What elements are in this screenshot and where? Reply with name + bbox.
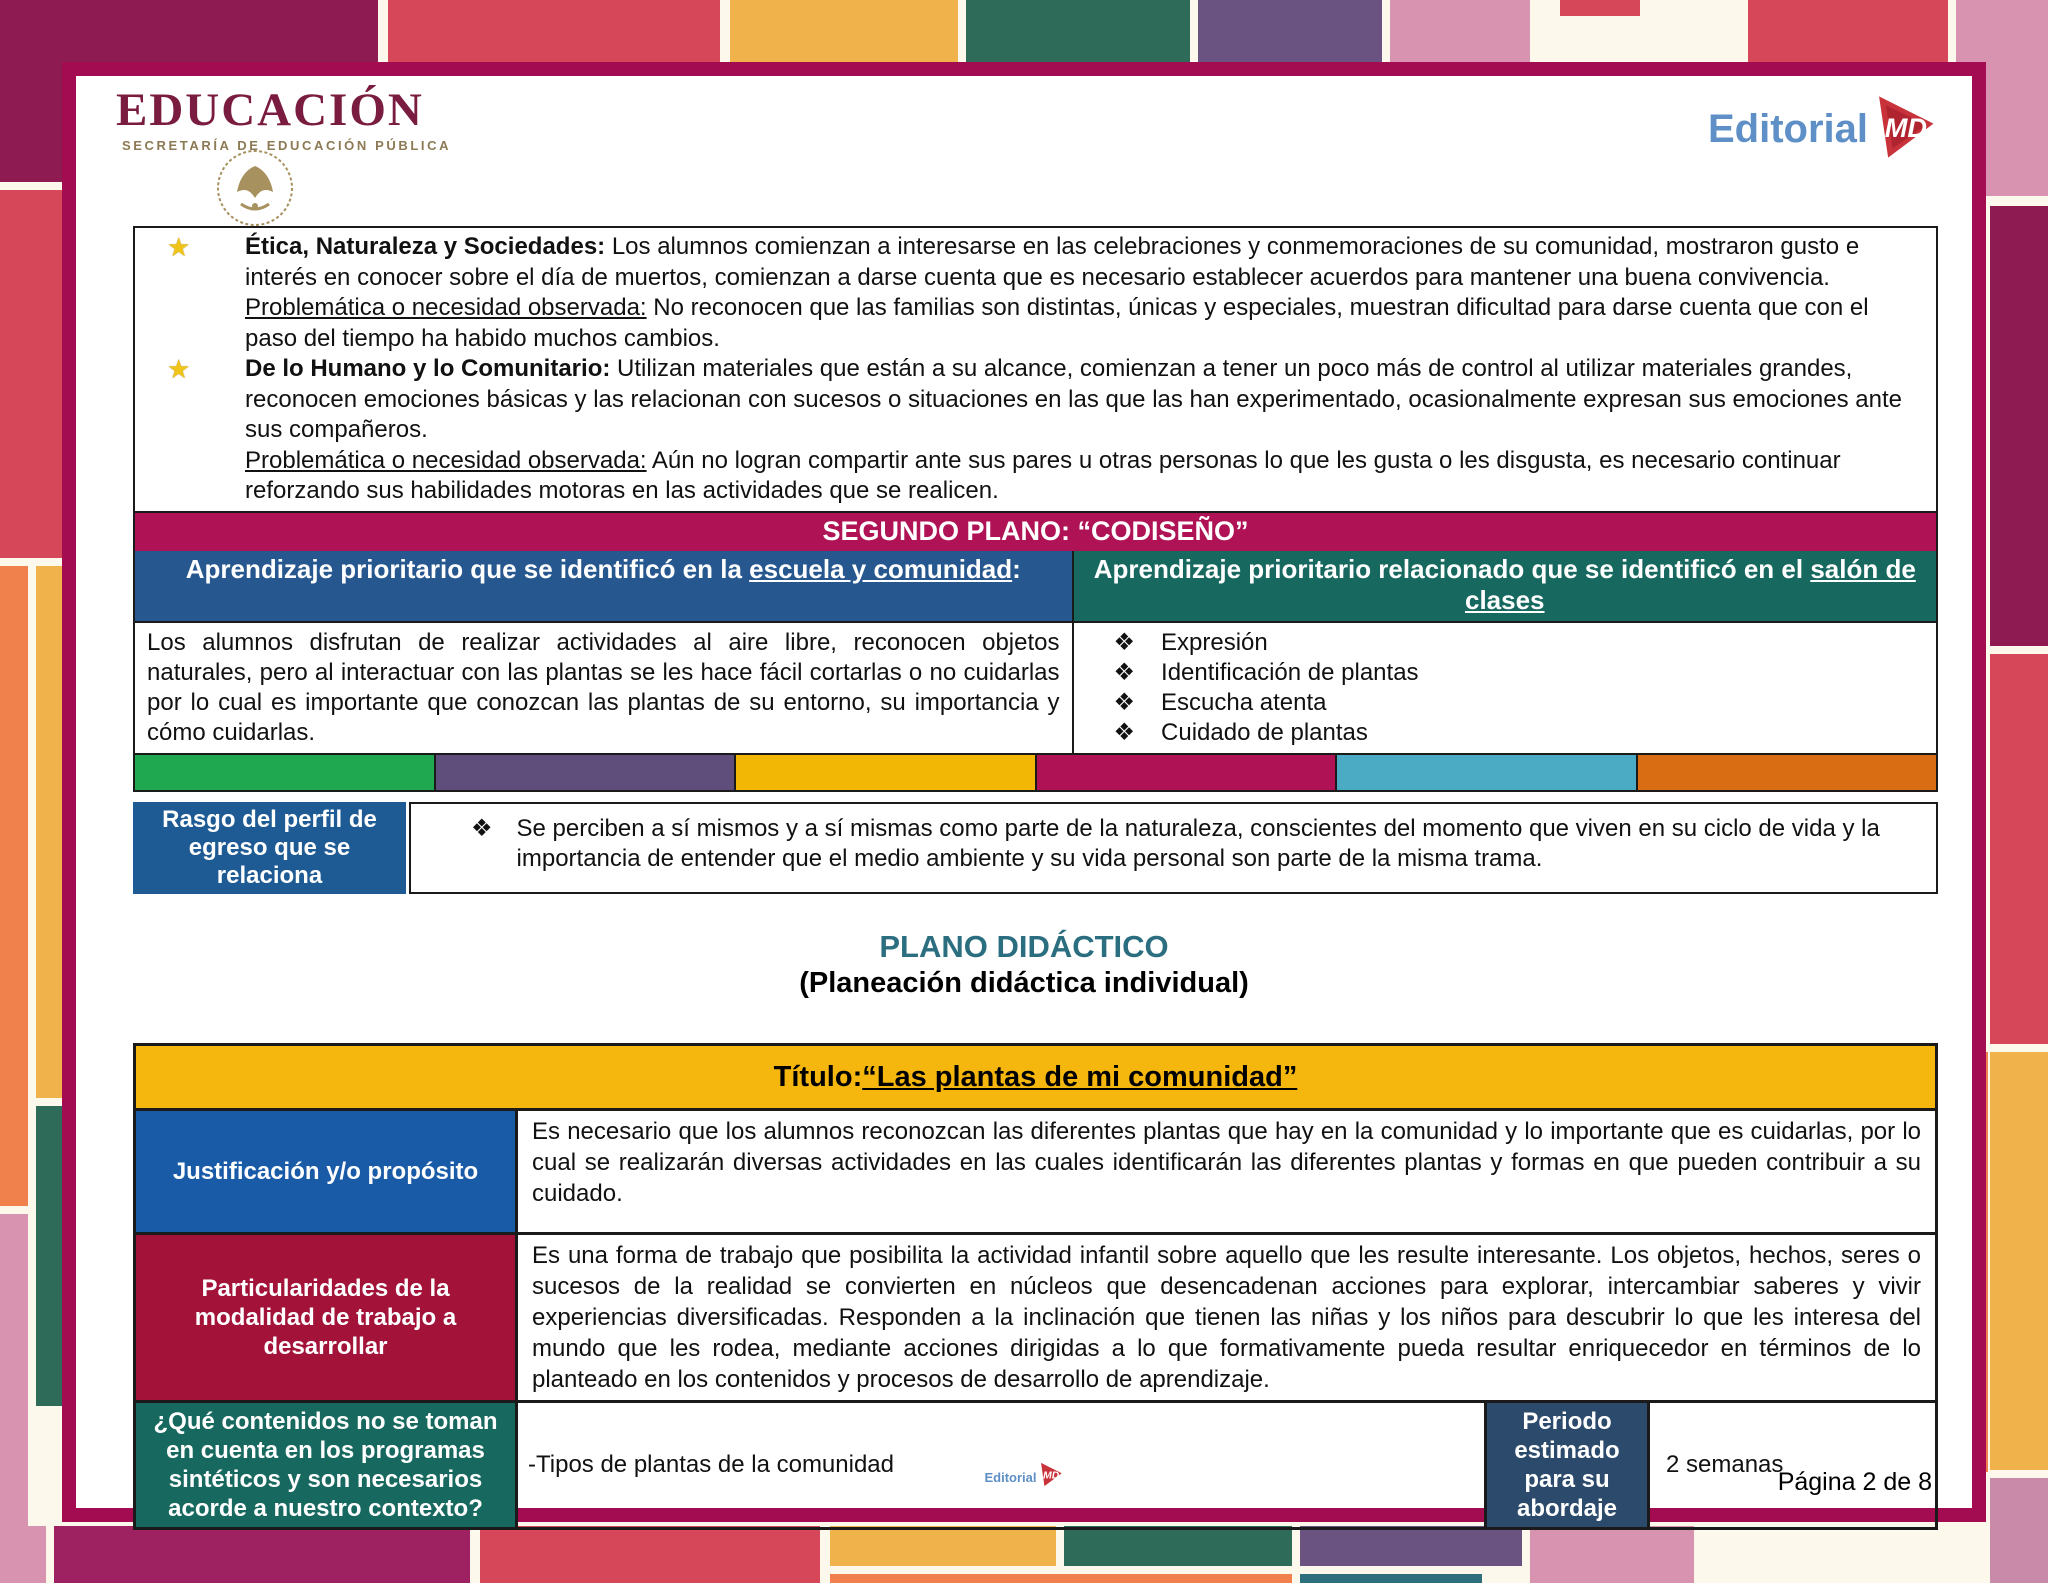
- footer-editorial-logo: [984, 1462, 1063, 1492]
- star-bullet-icon: ★: [167, 354, 191, 384]
- diamond-bullet-icon: ❖: [1113, 658, 1136, 686]
- mosaic-tile: [830, 1574, 1292, 1583]
- mosaic-tile: [1990, 654, 2048, 1044]
- aprendizaje-escuela-header: Aprendizaje prioritario que se identificó en la escuela y comunidad:: [135, 551, 1072, 621]
- diagnostico-item-etica: [167, 232, 1918, 354]
- spacer: [133, 792, 1938, 802]
- svg-text:MD: MD: [1884, 112, 1928, 144]
- mosaic-tile: [0, 566, 28, 1206]
- color-band-segment: [734, 755, 1035, 790]
- editorial-md-logo-text: Editorial: [1707, 107, 1868, 151]
- diagnostico-box: [133, 226, 1938, 792]
- rasgo-label: Rasgo del perfil de egreso que se relaciona: [133, 802, 406, 894]
- diagnostico-item-text: De lo Humano y lo Comunitario: Utilizan materiales que están a su alcance, comienzan a tener un poco más de control al utilizar materiales grandes, reconocen emociones básicas y las relacionan con sucesos o situaciones en las que las han experimentado, ocasionalmente expresan sus emociones ante sus compañeros. Problemática o necesidad observada: Aún no logran compartir ante sus pares u otras personas lo que les gusta o les disgusta, es necesario continuar reforzando sus habilidades motoras en las actividades que se realicen.: [245, 355, 1902, 504]
- aprendizaje-header-row: [135, 551, 1936, 621]
- list-item-text: Escucha atenta: [1161, 688, 1327, 716]
- mosaic-tile: [1990, 1052, 2048, 1470]
- mosaic-tile: [0, 190, 62, 558]
- diagnostico-list: [135, 228, 1936, 511]
- particularidades-row: [136, 1232, 1935, 1400]
- particularidades-label: Particularidades de la modalidad de trabajo a desarrollar: [136, 1235, 518, 1400]
- editorial-md-logo: [1708, 94, 1938, 165]
- mosaic-tile: [480, 1526, 820, 1583]
- mosaic-tile: [54, 1526, 470, 1583]
- diamond-bullet-icon: ❖: [1113, 688, 1136, 716]
- color-band-segment: [434, 755, 735, 790]
- rasgo-body: [409, 802, 1938, 894]
- color-band-segment: [1335, 755, 1636, 790]
- star-bullet-icon: ★: [167, 232, 191, 262]
- mosaic-tile: [830, 1526, 1056, 1566]
- page-number: Página 2 de 8: [1777, 1468, 1932, 1496]
- color-band-segment: [1035, 755, 1336, 790]
- sep-logo: [116, 86, 451, 153]
- plano-didactico-title: PLANO DIDÁCTICO: [879, 929, 1169, 964]
- svg-text:MD: MD: [1043, 1470, 1060, 1482]
- mosaic-tile: [1560, 0, 1640, 16]
- list-item: [1114, 718, 1936, 748]
- list-item: [1114, 688, 1936, 718]
- footer-editorial-logo-text: Editorial: [984, 1469, 1037, 1485]
- plano-didactico-table: [133, 1043, 1938, 1530]
- justificacion-text: Es necesario que los alumnos reconozcan las diferentes plantas que hay en la comunidad y lo importante que es cuidarlas, por lo cual se realizarán diversas actividades en las cuales identificarán las diferentes plantas y formas en que pueden contribuir a su cuidado.: [532, 1118, 1921, 1207]
- plano-didactico-subtitle: (Planeación didáctica individual): [799, 967, 1249, 999]
- contenidos-label: ¿Qué contenidos no se toman en cuenta en los programas sintéticos y son necesarios acorde a nuestro contexto?: [136, 1403, 518, 1527]
- particularidades-text: Es una forma de trabajo que posibilita la actividad infantil sobre aquello que les resulte interesante. Los objetos, hechos, seres o sucesos de la realidad se convierten en núcleos que desencadenan acciones para explorar, intercambiar saberes y vivir experiencias diversificadas. Responden a la inclinación que tienen las niñas y los niños para descubrir lo que les interesa del mundo que les rodea, mediante acciones dirigidas a lo que formativamente pueda resultar enriquecedor en términos de lo planteado en los contenidos y procesos de desarrollo de aprendizaje.: [532, 1242, 1921, 1393]
- color-band-segment: [1636, 755, 1937, 790]
- aprendizaje-escuela-text: Los alumnos disfrutan de realizar actividades al aire libre, reconocen objetos naturales, pero al interactuar con las plantas se les hace fácil cortarlas o no cuidarlas por lo cual es importante que conozcan las plantas de su entorno, su importancia y cómo cuidarlas.: [147, 628, 1060, 746]
- mosaic-tile: [36, 1106, 62, 1406]
- rasgo-text: Se perciben a sí mismos y a sí mismas como parte de la naturaleza, conscientes del momento que viven en su ciclo de vida y la importancia de entender que el medio ambiente y su vida personal son parte de la misma trama.: [516, 814, 1880, 872]
- sep-logo-title: EDUCACIÓN: [116, 84, 424, 136]
- list-item: [1114, 658, 1936, 688]
- list-item: [1114, 628, 1936, 658]
- periodo-label: Periodo estimado para su abordaje: [1484, 1403, 1650, 1527]
- contenidos-value: -Tipos de plantas de la comunidad: [528, 1451, 894, 1478]
- diagnostico-item-text: Ética, Naturaleza y Sociedades: Los alumnos comienzan a interesarse en las celebraciones y conmemoraciones de su comunidad, mostraron gusto e interés en conocer sobre el día de muertos, comienzan a darse cuenta que es necesario establecer acuerdos para mantener una buena convivencia. Problemática o necesidad observada: No reconocen que las familias son distintas, únicas y especiales, muestran dificultad para darse cuenta que con el paso del tiempo ha habido muchos cambios.: [245, 233, 1869, 352]
- justificacion-label: Justificación y/o propósito: [136, 1111, 518, 1232]
- rasgo-row: [133, 802, 1938, 894]
- color-band: [135, 753, 1936, 790]
- mosaic-tile: [1530, 1526, 1694, 1583]
- color-band-segment: [135, 755, 434, 790]
- editorial-md-play-icon: [1870, 94, 1938, 165]
- eagle-seal-icon: [215, 148, 295, 228]
- segundo-plano-banner: SEGUNDO PLANO: “CODISEÑO”: [135, 511, 1936, 551]
- aprendizaje-salon-header: Aprendizaje prioritario relacionado que se identificó en el salón de clases: [1072, 551, 1936, 621]
- periodo-value: 2 semanas: [1666, 1451, 1784, 1478]
- mosaic-tile: [1064, 1526, 1292, 1566]
- mosaic-tile: [1300, 1526, 1522, 1566]
- list-item-text: Identificación de plantas: [1161, 658, 1419, 686]
- list-item-text: Expresión: [1161, 628, 1268, 656]
- page-content: [76, 76, 1972, 1522]
- diamond-bullet-icon: ❖: [471, 814, 493, 842]
- list-item-text: Cuidado de plantas: [1161, 718, 1368, 746]
- plano-didactico-heading: [76, 928, 1972, 1002]
- mosaic-tile: [36, 566, 62, 1098]
- sep-logo-subtitle: SECRETARÍA DE EDUCACIÓN PÚBLICA: [122, 138, 452, 154]
- aprendizaje-salon-list: [1072, 623, 1936, 753]
- titulo-row: Título: “Las plantas de mi comunidad”: [136, 1046, 1935, 1108]
- justificacion-row: [136, 1108, 1935, 1232]
- mosaic-tile: [1990, 206, 2048, 646]
- diamond-bullet-icon: ❖: [1113, 628, 1136, 656]
- diamond-bullet-icon: ❖: [1113, 718, 1136, 746]
- footer-editorial-play-icon: [1038, 1462, 1064, 1492]
- codiseno-section: [133, 226, 1938, 894]
- mosaic-tile: [1300, 1574, 1482, 1583]
- aprendizaje-body-row: [135, 621, 1936, 753]
- mosaic-tile: [1990, 1478, 2048, 1583]
- mosaic-tile: [0, 1526, 46, 1583]
- diagnostico-item-humano: [167, 354, 1918, 507]
